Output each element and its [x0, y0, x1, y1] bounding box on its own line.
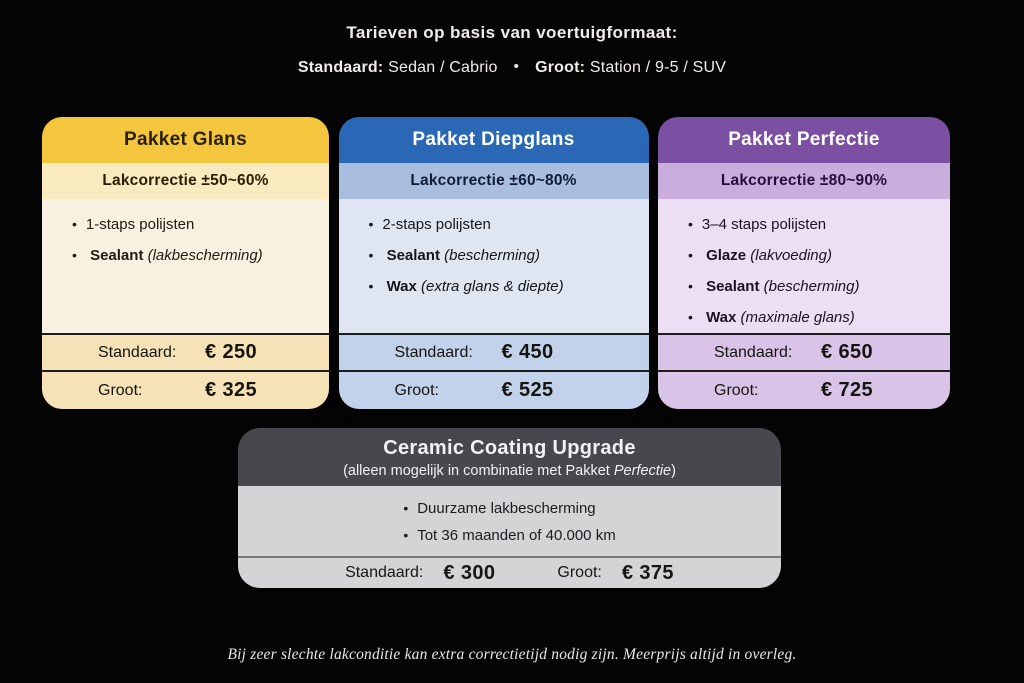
feature-note: (extra glans & diepte): [421, 278, 564, 295]
bullet-icon: •: [72, 247, 77, 263]
upgrade-subtitle: [238, 461, 781, 481]
ceramic-upgrade-card: [238, 428, 781, 588]
feature-note: (lakvoeding): [750, 247, 832, 264]
price-row-large: [658, 370, 950, 409]
feature-name: Sealant: [386, 247, 440, 264]
price-row-standard: [339, 333, 649, 370]
price-value: € 450: [501, 341, 554, 363]
feature-name: Wax: [386, 278, 417, 295]
price-value: € 250: [205, 341, 258, 363]
feature-text: 1-staps polijsten: [85, 216, 195, 233]
package-title: Pakket Glans: [42, 117, 329, 163]
bullet-icon: •: [688, 278, 693, 294]
page-header: [0, 23, 1024, 77]
price-value: € 325: [205, 379, 258, 401]
bullet-separator-icon: •: [513, 58, 520, 75]
price-row-large: [339, 370, 649, 409]
list-item: [688, 240, 938, 271]
feature-text: Duurzame lakbescherming: [417, 500, 596, 517]
package-subtitle: Lakcorrectie ±50~60%: [42, 163, 329, 199]
list-item: [369, 209, 637, 240]
feature-note: (lakbescherming): [147, 247, 263, 264]
feature-text: 3–4 staps polijsten: [701, 216, 827, 233]
legend-standard-value: Sedan / Cabrio: [388, 59, 498, 76]
upgrade-header: [238, 428, 781, 486]
list-item: [688, 209, 938, 240]
bullet-icon: •: [368, 216, 374, 232]
bullet-icon: •: [688, 309, 693, 325]
list-item: [688, 302, 938, 333]
feature-note: (maximale glans): [740, 309, 855, 326]
feature-list: [72, 209, 317, 271]
feature-text: 2-staps polijsten: [382, 216, 491, 233]
price-label: Groot:: [98, 381, 143, 399]
package-card-glans: [42, 117, 329, 409]
legend-large-value: Station / 9-5 / SUV: [589, 59, 727, 76]
price-value: € 725: [821, 379, 874, 401]
price-label: Groot:: [394, 381, 439, 399]
feature-note: (bescherming): [444, 247, 540, 264]
package-card-diepglans: [339, 117, 649, 409]
price-value: € 375: [621, 561, 674, 584]
price-row-standard: [42, 333, 329, 370]
list-item: [72, 240, 317, 271]
bullet-icon: •: [368, 247, 374, 263]
price-row-standard: [658, 333, 950, 370]
price-value: € 650: [821, 341, 874, 363]
feature-note: (bescherming): [763, 278, 860, 295]
price-row-large: [42, 370, 329, 409]
price-label: Standaard:: [345, 564, 424, 581]
bullet-icon: •: [403, 500, 409, 516]
legend-standard-label: Standaard:: [297, 59, 384, 76]
package-body: [42, 199, 329, 333]
bullet-icon: •: [688, 216, 693, 232]
feature-name: Sealant: [706, 278, 760, 295]
price-label: Standaard:: [394, 343, 473, 361]
price-label: Groot:: [714, 381, 759, 399]
price-value: € 525: [501, 379, 554, 401]
feature-list: [688, 209, 938, 333]
footer-note: Bij zeer slechte lakconditie kan extra correctietijd nodig zijn. Meerprijs altijd in overleg.: [227, 646, 797, 663]
package-body: [339, 199, 649, 333]
list-item: [403, 495, 615, 522]
package-card-perfectie: [658, 117, 950, 409]
list-item: [688, 271, 938, 302]
upgrade-feature-list: [403, 495, 615, 549]
list-item: [403, 522, 615, 549]
feature-list: [369, 209, 637, 302]
feature-name: Sealant: [90, 247, 144, 264]
package-cards-row: [42, 117, 950, 409]
bullet-icon: •: [368, 278, 374, 294]
page-title: Tarieven op basis van voertuigformaat:: [346, 23, 678, 42]
feature-name: Wax: [706, 309, 737, 326]
feature-name: Glaze: [706, 247, 747, 264]
price-label: Standaard:: [714, 343, 793, 361]
bullet-icon: •: [688, 247, 693, 263]
upgrade-subtitle-package-name: Perfectie: [613, 463, 672, 479]
upgrade-title: Ceramic Coating Upgrade: [383, 437, 636, 459]
size-legend: [0, 59, 1024, 77]
upgrade-subtitle-prefix: (alleen mogelijk in combinatie met Pakket: [343, 463, 614, 479]
upgrade-body: [238, 486, 781, 556]
bullet-icon: •: [403, 527, 409, 543]
list-item: [369, 271, 637, 302]
package-body: [658, 199, 950, 333]
legend-large-label: Groot:: [535, 59, 586, 76]
bullet-icon: •: [72, 216, 77, 232]
list-item: [369, 240, 637, 271]
package-subtitle: Lakcorrectie ±80~90%: [658, 163, 950, 199]
price-label: Standaard:: [98, 343, 177, 361]
list-item: [72, 209, 317, 240]
upgrade-subtitle-suffix: ): [671, 463, 676, 479]
price-label: Groot:: [557, 564, 602, 581]
price-value: € 300: [443, 561, 496, 584]
feature-text: Tot 36 maanden of 40.000 km: [417, 527, 616, 544]
package-title: Pakket Diepglans: [339, 117, 649, 163]
package-title: Pakket Perfectie: [658, 117, 950, 163]
package-subtitle: Lakcorrectie ±60~80%: [339, 163, 649, 199]
upgrade-price-row: [238, 556, 781, 588]
